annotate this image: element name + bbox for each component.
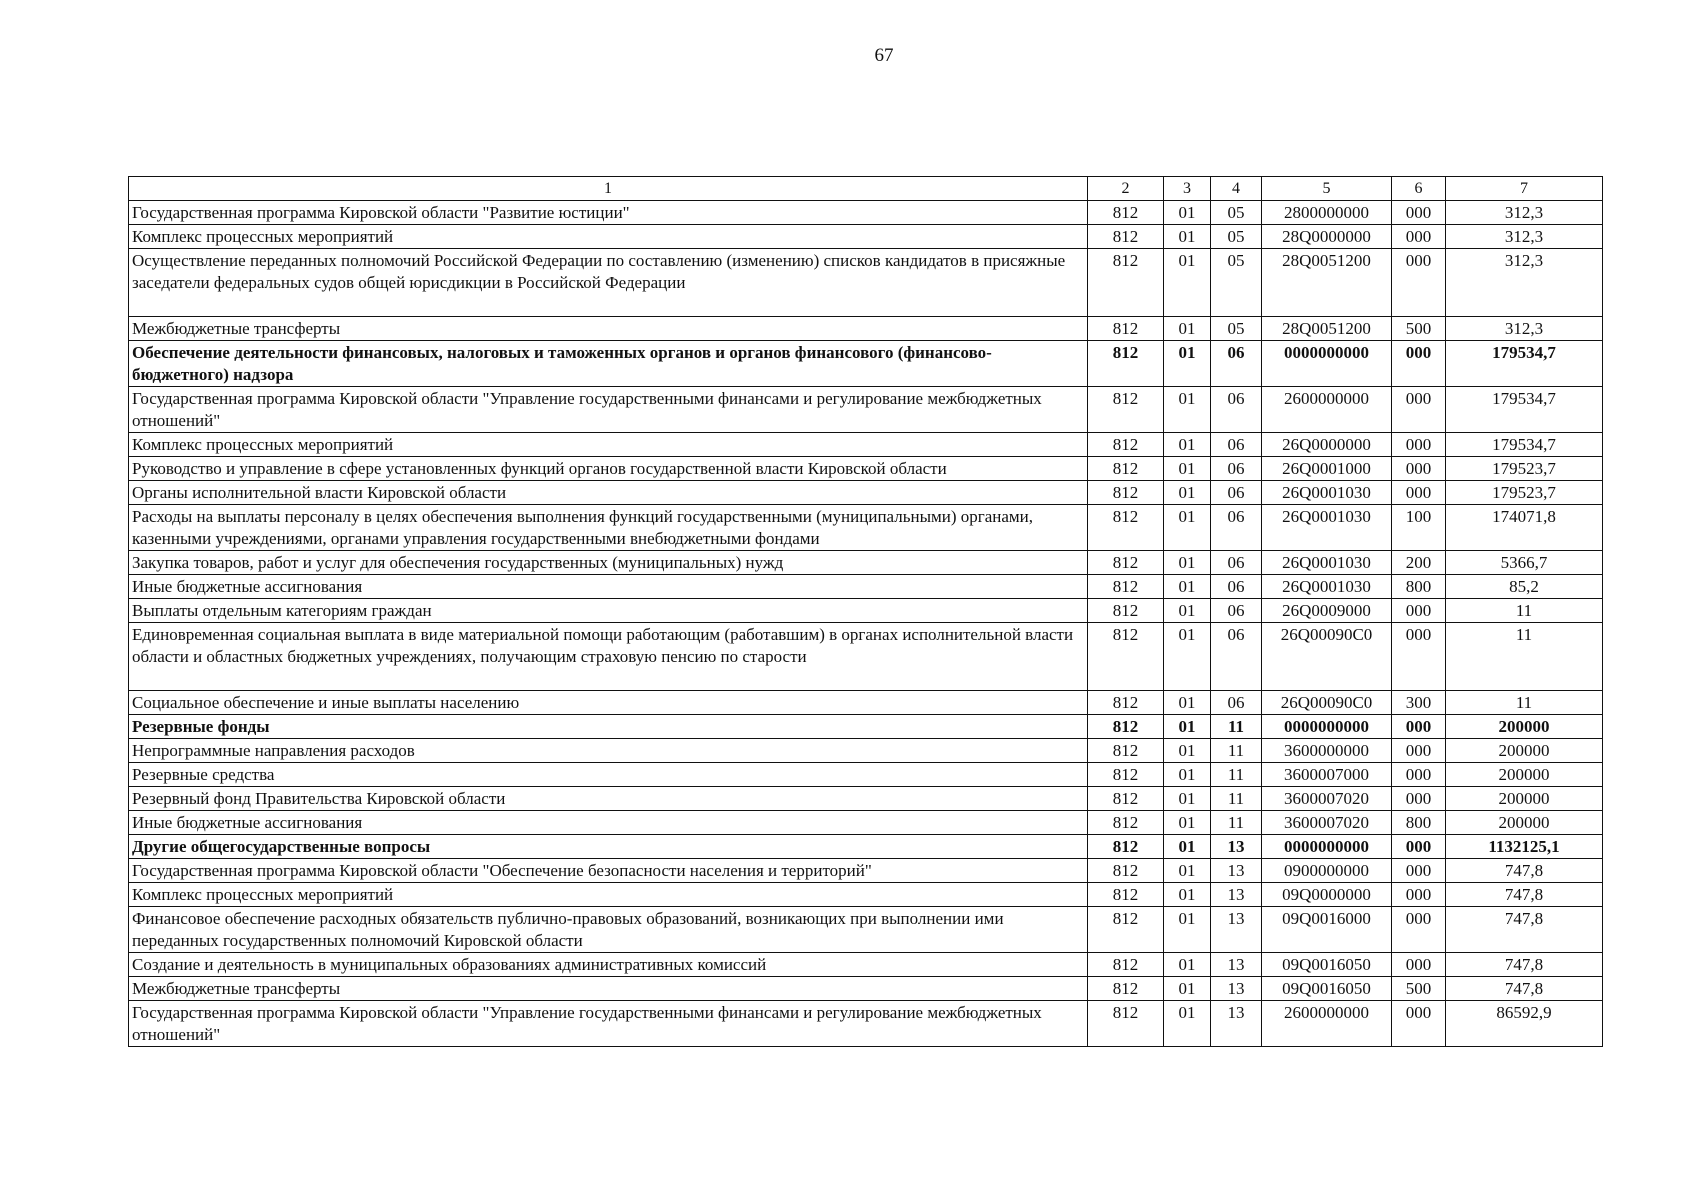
row-expense-type-cell: 200 xyxy=(1392,551,1446,575)
table-row xyxy=(129,201,1603,225)
table-row xyxy=(129,883,1603,907)
row-amount-cell: 179523,7 xyxy=(1446,457,1603,481)
row-expense-type-cell: 000 xyxy=(1392,739,1446,763)
row-section-cell: 01 xyxy=(1164,977,1211,1001)
table-row xyxy=(129,505,1603,551)
row-target-article-cell: 26Q0001030 xyxy=(1262,481,1392,505)
row-name-cell: Другие общегосударственные вопросы xyxy=(129,835,1088,859)
row-expense-type-cell: 800 xyxy=(1392,575,1446,599)
row-section-cell: 01 xyxy=(1164,551,1211,575)
table-row xyxy=(129,623,1603,691)
row-subsection-cell: 06 xyxy=(1211,341,1262,387)
row-target-article-cell: 26Q0001030 xyxy=(1262,505,1392,551)
row-amount-cell: 200000 xyxy=(1446,715,1603,739)
row-target-article-cell: 26Q00090C0 xyxy=(1262,691,1392,715)
row-code-cell: 812 xyxy=(1088,387,1164,433)
row-subsection-cell: 13 xyxy=(1211,907,1262,953)
row-section-cell: 01 xyxy=(1164,763,1211,787)
row-name-cell: Расходы на выплаты персоналу в целях обеспечения выполнения функций государственными (муниципальными) органами, казенными учреждениями, органами управления государственными внебюджетными фондами xyxy=(129,505,1088,551)
table-row xyxy=(129,715,1603,739)
row-section-cell: 01 xyxy=(1164,599,1211,623)
row-expense-type-cell: 000 xyxy=(1392,201,1446,225)
row-expense-type-cell: 000 xyxy=(1392,859,1446,883)
header-cell: 7 xyxy=(1446,177,1603,201)
row-subsection-cell: 13 xyxy=(1211,1001,1262,1047)
row-section-cell: 01 xyxy=(1164,787,1211,811)
row-target-article-cell: 3600000000 xyxy=(1262,739,1392,763)
budget-table xyxy=(128,176,1603,1047)
row-expense-type-cell: 500 xyxy=(1392,317,1446,341)
row-subsection-cell: 06 xyxy=(1211,505,1262,551)
row-subsection-cell: 11 xyxy=(1211,715,1262,739)
row-name-cell: Социальное обеспечение и иные выплаты населению xyxy=(129,691,1088,715)
table-row xyxy=(129,599,1603,623)
row-section-cell: 01 xyxy=(1164,835,1211,859)
table-row xyxy=(129,481,1603,505)
row-expense-type-cell: 000 xyxy=(1392,599,1446,623)
row-amount-cell: 179534,7 xyxy=(1446,387,1603,433)
row-subsection-cell: 06 xyxy=(1211,599,1262,623)
row-amount-cell: 200000 xyxy=(1446,763,1603,787)
row-code-cell: 812 xyxy=(1088,575,1164,599)
row-code-cell: 812 xyxy=(1088,505,1164,551)
row-subsection-cell: 13 xyxy=(1211,835,1262,859)
row-target-article-cell: 2600000000 xyxy=(1262,387,1392,433)
row-target-article-cell: 28Q0051200 xyxy=(1262,249,1392,317)
row-name-cell: Резервные фонды xyxy=(129,715,1088,739)
row-amount-cell: 312,3 xyxy=(1446,201,1603,225)
table-row xyxy=(129,575,1603,599)
row-section-cell: 01 xyxy=(1164,481,1211,505)
row-expense-type-cell: 000 xyxy=(1392,1001,1446,1047)
row-subsection-cell: 05 xyxy=(1211,225,1262,249)
row-name-cell: Государственная программа Кировской области "Управление государственными финансами и регулирование межбюджетных отношений" xyxy=(129,387,1088,433)
row-section-cell: 01 xyxy=(1164,341,1211,387)
row-section-cell: 01 xyxy=(1164,623,1211,691)
table-row xyxy=(129,691,1603,715)
row-name-cell: Органы исполнительной власти Кировской области xyxy=(129,481,1088,505)
table-row xyxy=(129,763,1603,787)
table-row xyxy=(129,859,1603,883)
row-name-cell: Государственная программа Кировской области "Обеспечение безопасности населения и территорий" xyxy=(129,859,1088,883)
header-cell: 5 xyxy=(1262,177,1392,201)
row-section-cell: 01 xyxy=(1164,739,1211,763)
row-code-cell: 812 xyxy=(1088,599,1164,623)
row-code-cell: 812 xyxy=(1088,953,1164,977)
row-name-cell: Выплаты отдельным категориям граждан xyxy=(129,599,1088,623)
row-name-cell: Непрограммные направления расходов xyxy=(129,739,1088,763)
row-subsection-cell: 06 xyxy=(1211,575,1262,599)
row-section-cell: 01 xyxy=(1164,883,1211,907)
row-amount-cell: 747,8 xyxy=(1446,953,1603,977)
row-code-cell: 812 xyxy=(1088,859,1164,883)
row-amount-cell: 200000 xyxy=(1446,811,1603,835)
row-amount-cell: 179534,7 xyxy=(1446,433,1603,457)
row-section-cell: 01 xyxy=(1164,317,1211,341)
row-code-cell: 812 xyxy=(1088,787,1164,811)
row-name-cell: Иные бюджетные ассигнования xyxy=(129,811,1088,835)
table-row xyxy=(129,387,1603,433)
row-name-cell: Государственная программа Кировской области "Развитие юстиции" xyxy=(129,201,1088,225)
row-code-cell: 812 xyxy=(1088,317,1164,341)
row-code-cell: 812 xyxy=(1088,1001,1164,1047)
row-expense-type-cell: 000 xyxy=(1392,835,1446,859)
header-cell: 2 xyxy=(1088,177,1164,201)
row-section-cell: 01 xyxy=(1164,691,1211,715)
page-number: 67 xyxy=(874,45,894,66)
row-amount-cell: 85,2 xyxy=(1446,575,1603,599)
row-code-cell: 812 xyxy=(1088,341,1164,387)
row-target-article-cell: 28Q0051200 xyxy=(1262,317,1392,341)
row-code-cell: 812 xyxy=(1088,715,1164,739)
row-section-cell: 01 xyxy=(1164,953,1211,977)
row-target-article-cell: 26Q0001000 xyxy=(1262,457,1392,481)
row-amount-cell: 312,3 xyxy=(1446,225,1603,249)
row-target-article-cell: 26Q0001030 xyxy=(1262,575,1392,599)
row-code-cell: 812 xyxy=(1088,739,1164,763)
row-expense-type-cell: 000 xyxy=(1392,481,1446,505)
row-code-cell: 812 xyxy=(1088,907,1164,953)
row-code-cell: 812 xyxy=(1088,977,1164,1001)
row-code-cell: 812 xyxy=(1088,763,1164,787)
row-amount-cell: 312,3 xyxy=(1446,249,1603,317)
row-amount-cell: 747,8 xyxy=(1446,907,1603,953)
row-amount-cell: 11 xyxy=(1446,623,1603,691)
table-row xyxy=(129,551,1603,575)
row-amount-cell: 174071,8 xyxy=(1446,505,1603,551)
row-target-article-cell: 3600007020 xyxy=(1262,787,1392,811)
table-row xyxy=(129,977,1603,1001)
row-expense-type-cell: 000 xyxy=(1392,433,1446,457)
row-section-cell: 01 xyxy=(1164,505,1211,551)
row-subsection-cell: 13 xyxy=(1211,859,1262,883)
row-section-cell: 01 xyxy=(1164,811,1211,835)
row-section-cell: 01 xyxy=(1164,859,1211,883)
row-code-cell: 812 xyxy=(1088,433,1164,457)
row-subsection-cell: 05 xyxy=(1211,249,1262,317)
row-subsection-cell: 11 xyxy=(1211,787,1262,811)
row-subsection-cell: 06 xyxy=(1211,387,1262,433)
row-target-article-cell: 09Q0016000 xyxy=(1262,907,1392,953)
row-expense-type-cell: 100 xyxy=(1392,505,1446,551)
table-row xyxy=(129,953,1603,977)
row-target-article-cell: 3600007000 xyxy=(1262,763,1392,787)
row-expense-type-cell: 000 xyxy=(1392,715,1446,739)
table-header-row xyxy=(129,177,1603,201)
row-code-cell: 812 xyxy=(1088,811,1164,835)
row-code-cell: 812 xyxy=(1088,457,1164,481)
row-subsection-cell: 06 xyxy=(1211,481,1262,505)
row-section-cell: 01 xyxy=(1164,225,1211,249)
row-target-article-cell: 26Q0001030 xyxy=(1262,551,1392,575)
row-amount-cell: 179534,7 xyxy=(1446,341,1603,387)
table-row xyxy=(129,787,1603,811)
row-code-cell: 812 xyxy=(1088,481,1164,505)
table-row xyxy=(129,341,1603,387)
table-row xyxy=(129,907,1603,953)
row-amount-cell: 200000 xyxy=(1446,787,1603,811)
row-amount-cell: 747,8 xyxy=(1446,883,1603,907)
row-amount-cell: 747,8 xyxy=(1446,977,1603,1001)
row-expense-type-cell: 800 xyxy=(1392,811,1446,835)
row-subsection-cell: 05 xyxy=(1211,317,1262,341)
table-row xyxy=(129,739,1603,763)
row-target-article-cell: 26Q0009000 xyxy=(1262,599,1392,623)
row-target-article-cell: 0900000000 xyxy=(1262,859,1392,883)
row-name-cell: Создание и деятельность в муниципальных образованиях административных комиссий xyxy=(129,953,1088,977)
row-section-cell: 01 xyxy=(1164,1001,1211,1047)
row-name-cell: Обеспечение деятельности финансовых, налоговых и таможенных органов и органов финансового (финансово-бюджетного) надзора xyxy=(129,341,1088,387)
row-subsection-cell: 11 xyxy=(1211,811,1262,835)
row-target-article-cell: 0000000000 xyxy=(1262,835,1392,859)
row-subsection-cell: 13 xyxy=(1211,953,1262,977)
row-expense-type-cell: 000 xyxy=(1392,341,1446,387)
row-target-article-cell: 3600007020 xyxy=(1262,811,1392,835)
row-name-cell: Комплекс процессных мероприятий xyxy=(129,225,1088,249)
header-cell: 4 xyxy=(1211,177,1262,201)
row-expense-type-cell: 000 xyxy=(1392,907,1446,953)
row-name-cell: Иные бюджетные ассигнования xyxy=(129,575,1088,599)
row-target-article-cell: 28Q0000000 xyxy=(1262,225,1392,249)
row-amount-cell: 11 xyxy=(1446,599,1603,623)
row-expense-type-cell: 000 xyxy=(1392,249,1446,317)
table-row xyxy=(129,835,1603,859)
row-subsection-cell: 11 xyxy=(1211,763,1262,787)
row-target-article-cell: 09Q0016050 xyxy=(1262,977,1392,1001)
row-expense-type-cell: 300 xyxy=(1392,691,1446,715)
row-expense-type-cell: 500 xyxy=(1392,977,1446,1001)
row-expense-type-cell: 000 xyxy=(1392,883,1446,907)
row-name-cell: Комплекс процессных мероприятий xyxy=(129,433,1088,457)
row-code-cell: 812 xyxy=(1088,249,1164,317)
row-target-article-cell: 26Q00090C0 xyxy=(1262,623,1392,691)
row-name-cell: Государственная программа Кировской области "Управление государственными финансами и регулирование межбюджетных отношений" xyxy=(129,1001,1088,1047)
row-subsection-cell: 13 xyxy=(1211,977,1262,1001)
row-amount-cell: 5366,7 xyxy=(1446,551,1603,575)
row-name-cell: Межбюджетные трансферты xyxy=(129,977,1088,1001)
row-subsection-cell: 06 xyxy=(1211,551,1262,575)
row-expense-type-cell: 000 xyxy=(1392,387,1446,433)
table-row xyxy=(129,1001,1603,1047)
table-row xyxy=(129,811,1603,835)
table-row xyxy=(129,433,1603,457)
row-section-cell: 01 xyxy=(1164,387,1211,433)
row-name-cell: Руководство и управление в сфере установленных функций органов государственной власти Кировской области xyxy=(129,457,1088,481)
table-row xyxy=(129,317,1603,341)
row-name-cell: Закупка товаров, работ и услуг для обеспечения государственных (муниципальных) нужд xyxy=(129,551,1088,575)
row-name-cell: Финансовое обеспечение расходных обязательств публично-правовых образований, возникающих при выполнении ими переданных государственных полномочий Кировской области xyxy=(129,907,1088,953)
row-code-cell: 812 xyxy=(1088,201,1164,225)
row-name-cell: Межбюджетные трансферты xyxy=(129,317,1088,341)
row-subsection-cell: 06 xyxy=(1211,433,1262,457)
row-target-article-cell: 09Q0000000 xyxy=(1262,883,1392,907)
table-row xyxy=(129,249,1603,317)
row-amount-cell: 1132125,1 xyxy=(1446,835,1603,859)
row-amount-cell: 200000 xyxy=(1446,739,1603,763)
row-target-article-cell: 2800000000 xyxy=(1262,201,1392,225)
row-name-cell: Единовременная социальная выплата в виде материальной помощи работающим (работавшим) в органах исполнительной власти области и областных бюджетных учреждениях, получающим страховую пенсию по старости xyxy=(129,623,1088,691)
row-expense-type-cell: 000 xyxy=(1392,457,1446,481)
header-cell: 6 xyxy=(1392,177,1446,201)
row-amount-cell: 179523,7 xyxy=(1446,481,1603,505)
row-section-cell: 01 xyxy=(1164,433,1211,457)
row-subsection-cell: 06 xyxy=(1211,623,1262,691)
row-expense-type-cell: 000 xyxy=(1392,225,1446,249)
row-subsection-cell: 06 xyxy=(1211,457,1262,481)
row-target-article-cell: 09Q0016050 xyxy=(1262,953,1392,977)
row-amount-cell: 11 xyxy=(1446,691,1603,715)
row-section-cell: 01 xyxy=(1164,457,1211,481)
row-expense-type-cell: 000 xyxy=(1392,763,1446,787)
row-name-cell: Резервные средства xyxy=(129,763,1088,787)
row-code-cell: 812 xyxy=(1088,225,1164,249)
row-section-cell: 01 xyxy=(1164,249,1211,317)
row-target-article-cell: 2600000000 xyxy=(1262,1001,1392,1047)
row-target-article-cell: 0000000000 xyxy=(1262,715,1392,739)
row-name-cell: Резервный фонд Правительства Кировской области xyxy=(129,787,1088,811)
row-expense-type-cell: 000 xyxy=(1392,953,1446,977)
row-code-cell: 812 xyxy=(1088,835,1164,859)
table-row xyxy=(129,225,1603,249)
row-section-cell: 01 xyxy=(1164,907,1211,953)
table-row xyxy=(129,457,1603,481)
row-subsection-cell: 13 xyxy=(1211,883,1262,907)
row-subsection-cell: 11 xyxy=(1211,739,1262,763)
row-code-cell: 812 xyxy=(1088,623,1164,691)
row-section-cell: 01 xyxy=(1164,575,1211,599)
row-amount-cell: 312,3 xyxy=(1446,317,1603,341)
row-expense-type-cell: 000 xyxy=(1392,787,1446,811)
header-cell: 3 xyxy=(1164,177,1211,201)
row-section-cell: 01 xyxy=(1164,201,1211,225)
row-amount-cell: 86592,9 xyxy=(1446,1001,1603,1047)
row-section-cell: 01 xyxy=(1164,715,1211,739)
row-name-cell: Комплекс процессных мероприятий xyxy=(129,883,1088,907)
row-code-cell: 812 xyxy=(1088,691,1164,715)
row-amount-cell: 747,8 xyxy=(1446,859,1603,883)
row-target-article-cell: 26Q0000000 xyxy=(1262,433,1392,457)
row-subsection-cell: 06 xyxy=(1211,691,1262,715)
row-subsection-cell: 05 xyxy=(1211,201,1262,225)
header-cell: 1 xyxy=(129,177,1088,201)
row-code-cell: 812 xyxy=(1088,883,1164,907)
row-code-cell: 812 xyxy=(1088,551,1164,575)
row-expense-type-cell: 000 xyxy=(1392,623,1446,691)
row-target-article-cell: 0000000000 xyxy=(1262,341,1392,387)
row-name-cell: Осуществление переданных полномочий Российской Федерации по составлению (изменению) списков кандидатов в присяжные заседатели федеральных судов общей юрисдикции в Российской Федерации xyxy=(129,249,1088,317)
